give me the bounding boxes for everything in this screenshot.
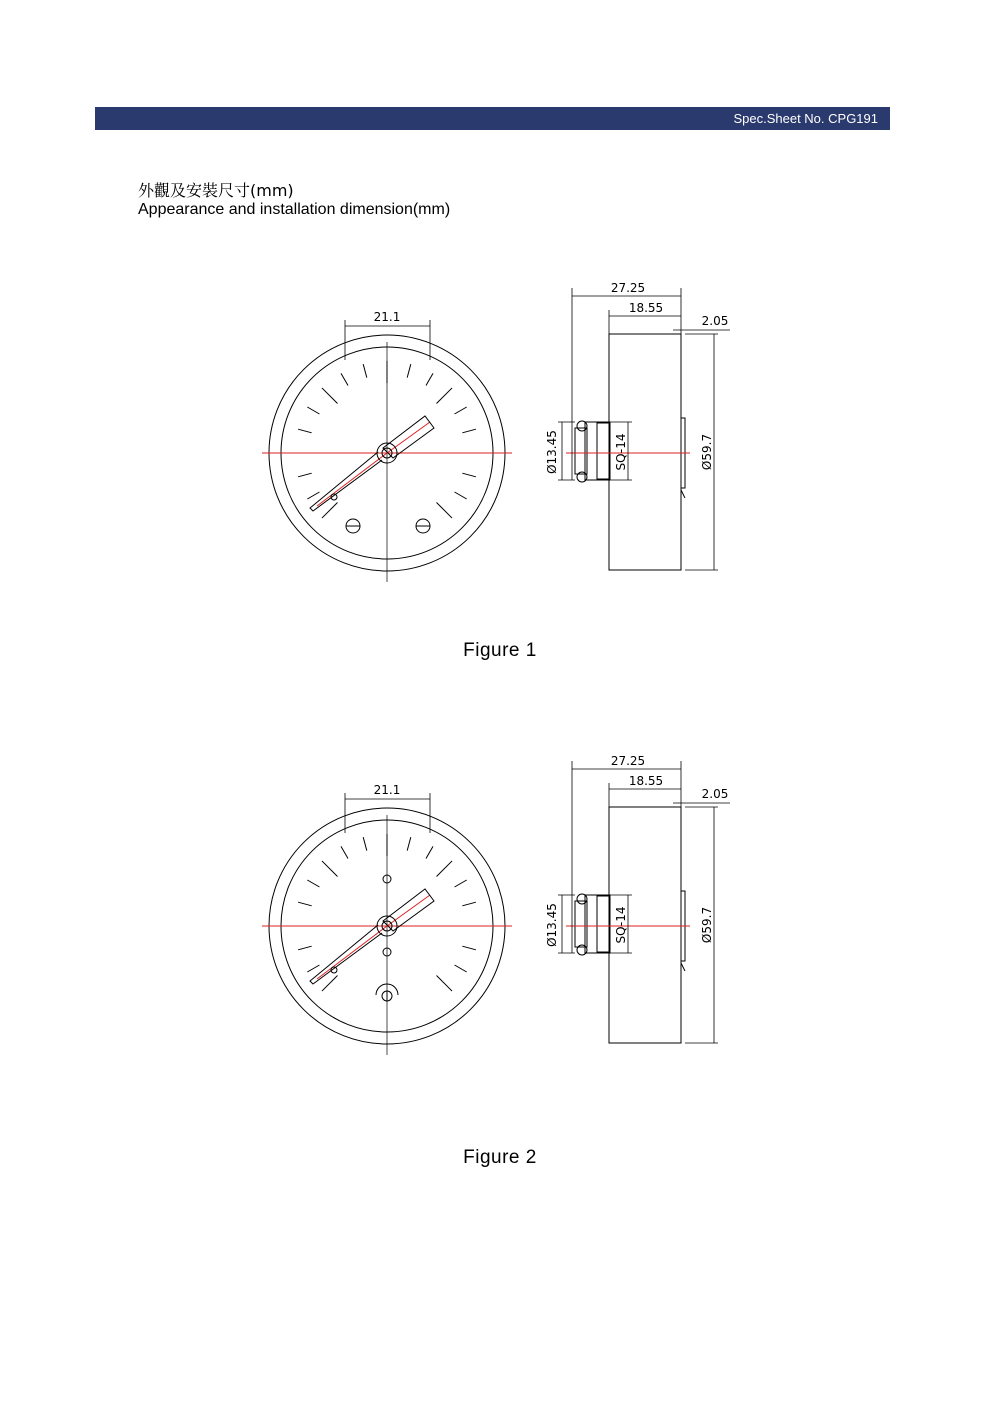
- dial-tick: [462, 473, 476, 477]
- dim-connection-dia: Ø13.45: [545, 903, 559, 947]
- dial-tick: [322, 861, 338, 877]
- dim-wrench: SQ-14: [614, 906, 628, 944]
- header-bar: [95, 107, 890, 130]
- dim-case-dia: Ø59.7: [700, 433, 714, 471]
- dial-tick: [341, 846, 348, 858]
- dim-connection-dia: Ø13.45: [545, 430, 559, 474]
- dial-tick: [455, 407, 467, 414]
- dial-tick: [322, 388, 338, 404]
- dim-case-depth: 18.55: [628, 774, 664, 788]
- figure-2-caption: Figure 2: [463, 1147, 537, 1168]
- dial-tick: [455, 880, 467, 887]
- gauge-front-view: [262, 335, 512, 582]
- dim-face-width: 21.1: [373, 783, 401, 797]
- figure-1-caption: Figure 1: [463, 640, 537, 661]
- dial-tick: [307, 407, 319, 414]
- dial-tick: [298, 473, 312, 477]
- gauge-front-view: [262, 808, 512, 1055]
- dial-tick: [436, 975, 452, 991]
- dim-case-depth: 18.55: [628, 301, 664, 315]
- dial-tick: [455, 492, 467, 499]
- dim-overall-depth: 27.25: [610, 754, 646, 768]
- dial-tick: [341, 373, 348, 385]
- dim-case-dia: Ø59.7: [700, 906, 714, 944]
- dial-tick: [298, 946, 312, 950]
- dial-tick: [407, 364, 411, 378]
- dial-tick: [298, 902, 312, 906]
- dial-tick: [322, 975, 338, 991]
- dial-tick: [462, 902, 476, 906]
- dial-tick: [426, 846, 433, 858]
- title-chinese: 外觀及安裝尺寸(mm): [138, 181, 294, 200]
- dim-lens: 2.05: [701, 314, 729, 328]
- dial-tick: [436, 502, 452, 518]
- pointer: [310, 416, 434, 511]
- dial-tick: [307, 492, 319, 499]
- dial-tick: [436, 388, 452, 404]
- dial-tick: [363, 837, 367, 851]
- dial-tick: [407, 837, 411, 851]
- figure-1-drawing: [0, 270, 1000, 610]
- dial-tick: [363, 364, 367, 378]
- dial-tick: [462, 946, 476, 950]
- dim-face-width: 21.1: [373, 310, 401, 324]
- dial-tick: [322, 502, 338, 518]
- dim-wrench: SQ-14: [614, 433, 628, 471]
- dim-lens: 2.05: [701, 787, 729, 801]
- mounting-screws: [346, 519, 430, 533]
- dial-tick: [455, 965, 467, 972]
- title-english: Appearance and installation dimension(mm): [138, 201, 451, 218]
- dial-tick: [298, 429, 312, 433]
- dial-tick: [307, 965, 319, 972]
- pointer: [310, 889, 434, 984]
- dim-overall-depth: 27.25: [610, 281, 646, 295]
- dial-tick: [426, 373, 433, 385]
- dial-tick: [307, 880, 319, 887]
- dial-tick: [436, 861, 452, 877]
- spec-sheet-number: Spec.Sheet No. CPG191: [733, 111, 878, 126]
- figure-2-drawing: [0, 743, 1000, 1083]
- dial-tick: [462, 429, 476, 433]
